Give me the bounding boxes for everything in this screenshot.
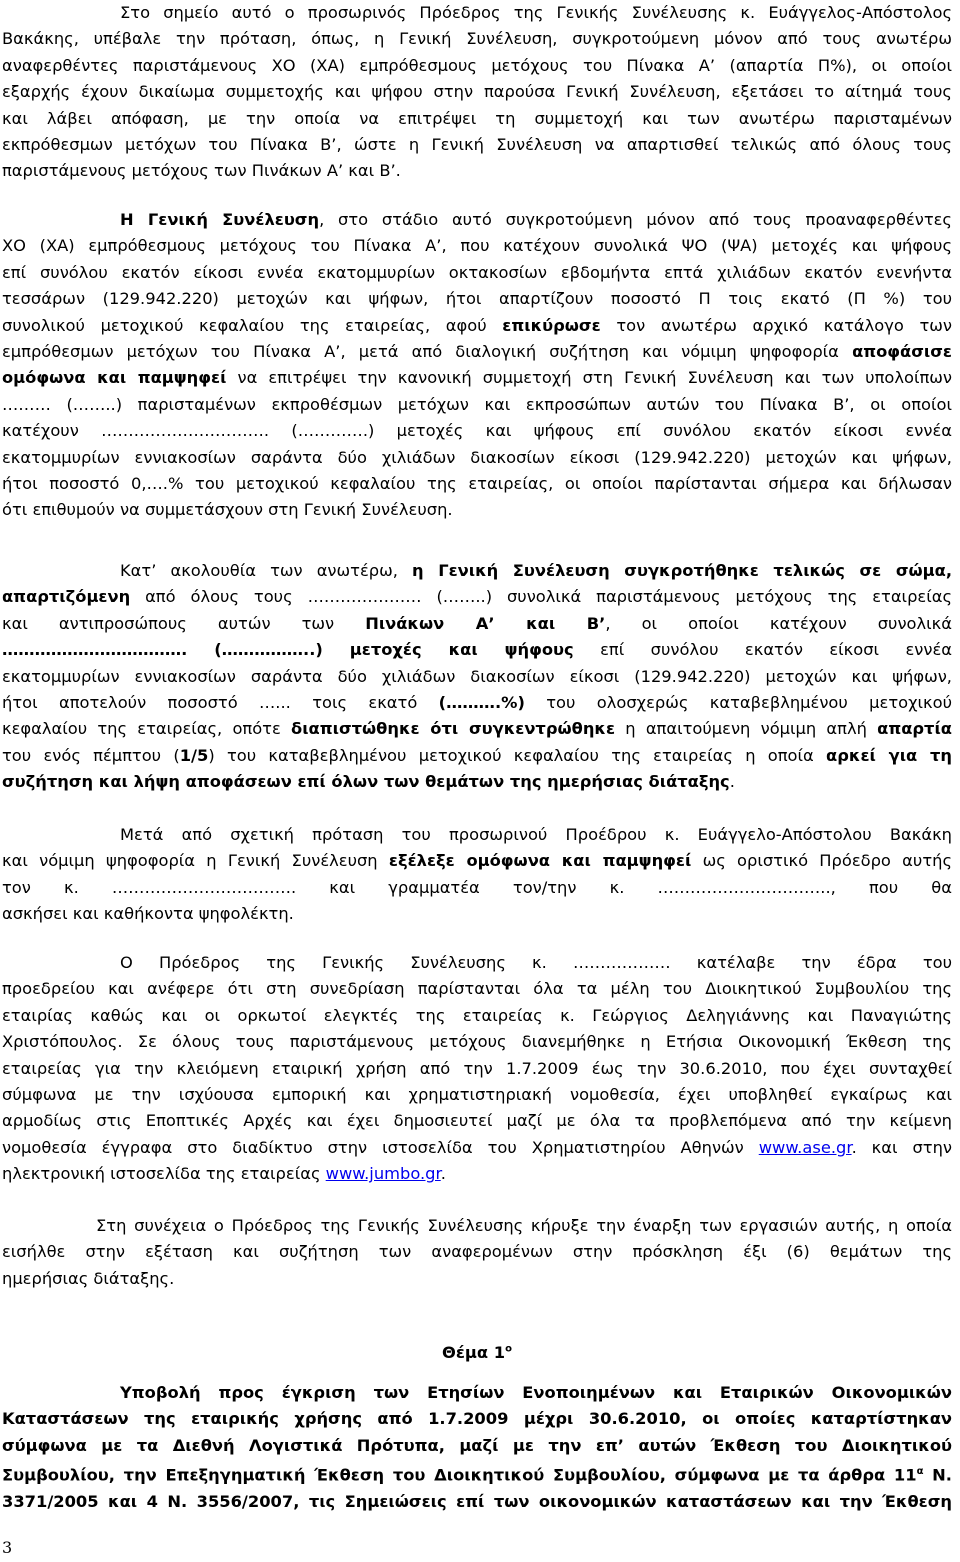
text-line: Υποβολή προς έγκριση των Ετησίων Ενοποιημένων και Εταιρικών Οικονομικών [120,1383,952,1402]
text-run: ηλεκτρονική ιστοσελίδα της εταιρείας [2,1164,326,1184]
text-line: Στη συνέχεια ο Πρόεδρος της Γενικής Συνέλευσης κήρυξε την έναρξη των εργασιών αυτής, η οποία [96,1216,952,1235]
topic-subject [2,1380,952,1515]
text-run: Συμβουλίου, την Επεξηγηματική Έκθεση του Διοικητικού Συμβουλίου, σύμφωνα με τα άρθρα 11 [2,1465,917,1485]
bold-text: Πινάκων Α’ και Β’ [365,613,606,633]
bold-text: επικύρωσε [502,315,601,335]
text-line: Στο σημείο αυτό ο προσωρινός Πρόεδρος της Γενικής Συνέλευσης κ. Ευάγγελος-Απόστολος [120,3,952,22]
text-line: τεσσάρων (129.942.220) μετοχών και ψήφων, ήτοι απαρτίζουν ποσοστό Π τοις εκατό (Π %) του [2,289,952,309]
bold-text: η Γενική Συνέλευση συγκροτήθηκε τελικώς σε σώμα, [412,561,953,580]
text-run: . [440,1164,446,1184]
text-run: Κατ’ ακολουθία των ανωτέρω, [120,561,413,580]
text-line: σύμφωνα με τα Διεθνή Λογιστικά Πρότυπα, μαζί με την επ’ αυτών Έκθεση του Διοικητικού [2,1435,952,1455]
text-line: και λάβει απόφαση, με την οποία να επιτρέψει τη συμμετοχή και των ανωτέρω παρισταμένων [2,108,952,128]
text-line [2,207,952,233]
text-run: από όλους τους ………………… (……..) συνολικά παριστάμενους μετόχους της εταιρείας [130,587,952,607]
text-run: να επιτρέψει την κανονική συμμετοχή στη Γενική Συνέλευση και των υπολοίπων [226,368,952,388]
paragraph-5 [2,950,952,1188]
paragraph-4 [2,822,952,928]
text-line [2,1135,952,1161]
text-line [2,848,952,874]
text-line [2,1459,952,1489]
text-run: τον ανωτέρω αρχικό κατάλογο των [600,315,952,335]
text-line: Μετά από σχετική πρόταση του προσωρινού Προέδρου κ. Ευάγγελο-Απόστολου Βακάκη [120,825,952,844]
text-line [2,558,952,584]
bold-text: αρκεί για τη [826,745,952,765]
bold-text: απαρτία [877,719,952,739]
page-number: 3 [2,1538,13,1557]
text-line [2,690,952,716]
text-line [2,743,952,769]
text-line [2,1161,952,1187]
paragraph-6 [2,1213,952,1292]
topic-heading-superscript: ο [505,1343,512,1355]
text-line: ήτοι ποσοστό 0,….% του μετοχικού κεφαλαίου της εταιρείας, οι οποίοι παρίστανται σήμερα και δήλωσαν [2,474,952,494]
text-line: εκατομμυρίων εννιακοσίων σαράντα δύο χιλιάδων διακοσίων είκοσι (129.942.220) μετοχών και ψήφων, [2,666,952,686]
paragraph-1 [2,0,952,185]
topic-heading [0,1343,954,1362]
bold-text: ομόφωνα και παμψηφεί [2,368,227,388]
text-run: νομοθεσία έγγραφα στο διαδίκτυο στην ιστοσελίδα του Χρηματιστηρίου Αθηνών [2,1137,759,1157]
bold-text: Η Γενική Συνέλευση [120,210,320,229]
text-line [2,637,952,663]
text-run: η απαιτούμενη νόμιμη απλή [615,719,878,739]
text-line: Ο Πρόεδρος της Γενικής Συνέλευσης κ. ……………… κατέλαβε την έδρα του [120,953,952,972]
text-line [2,769,952,795]
bold-text: 1/5 [179,745,209,765]
text-line: Καταστάσεων της εταιρικής χρήσης από 1.7.2009 μέχρι 30.6.2010, οι οποίες καταρτίστηκαν [2,1409,952,1429]
text-line: ……… (……..) παρισταμένων εκπροθέσμων μετόχων και εκπροσώπων αυτών του Πίνακα Β’, οι οποίοι [2,394,952,414]
text-line: Βακάκης, υπέβαλε την πρόταση, όπως, η Γενική Συνέλευση, συγκροτούμενη μόνον από τους ανωτέρω [2,29,952,49]
text-line: σύμφωνα με την ισχύουσα εμπορική και χρηματιστηριακή νομοθεσία, έχει υποβληθεί εγκαίρως και [2,1085,952,1105]
text-line: αναφερθέντες παριστάμενους ΧΟ (ΧΑ) εμπρόθεσμους μετόχους του Πίνακα Α’ (απαρτία Π%), οι οποίοι [2,55,952,75]
text-line: Χριστόπουλος. Σε όλους τους παριστάμενους μετόχους διανεμήθηκε η Ετήσια Οικονομική Έκθεση της [2,1032,952,1052]
text-run: . [729,772,735,792]
text-run: ως οριστικό Πρόεδρο αυτής [691,851,952,871]
text-line [2,716,952,742]
text-run: του ολοσχερώς καταβεβλημένου μετοχικού [524,693,952,713]
text-line: 3371/2005 και 4 Ν. 3556/2007, τις Σημειώσεις επί των οικονομικών καταστάσεων και την Έκθεση [2,1492,952,1512]
text-line: εξαρχής έχουν δικαίωμα συμμετοχής και ψήφου στην παρούσα Γενική Συνέλευση, εξετάσει το αίτημά τους [2,82,952,102]
text-line: αρμοδίως στις Εποπτικές Αρχές και έχει δημοσιευτεί μαζί με όλα τα προβλεπόμενα από την κείμενη [2,1111,952,1131]
text-line: εκπρόθεσμων μετόχων του Πίνακα Β’, ώστε η Γενική Συνέλευση να απαρτισθεί τελικώς από όλους τους [2,135,952,155]
topic-heading-text: Θέμα 1 [442,1343,506,1362]
paragraph-3 [2,558,952,796]
text-line [2,365,952,391]
bold-text: ……………………………. (……………..) μετοχές και ψήφους [2,640,574,660]
ase-website-link[interactable]: www.ase.gr [758,1137,852,1157]
bold-text: εξέλεξε ομόφωνα και παμψηφεί [388,851,692,871]
text-line [2,584,952,610]
text-run: και αντιπροσώπους αυτών των [2,613,366,633]
text-line: εταιρείας για την κλειόμενη εταιρική χρήση από την 1.7.2009 έως την 30.6.2010, που έχει συνταχθεί [2,1058,952,1078]
text-run: ήτοι αποτελούν ποσοστό …... τοις εκατό [2,693,439,713]
text-line: παριστάμενους μετόχους των Πινάκων Α’ και Β’. [2,161,401,181]
text-run: και νόμιμη ψηφοφορία η Γενική Συνέλευση [2,851,389,871]
text-run: εμπρόθεσμων μετόχων του Πίνακα Α’, μετά από διαλογική συζήτηση και νόμιμη ψηφοφορία [2,342,853,362]
text-line: εισήλθε στην εξέταση και συζήτηση των αναφερομένων στην πρόσκληση έξι (6) θεμάτων της [2,1242,952,1262]
text-run: . και στην [851,1137,952,1157]
jumbo-website-link[interactable]: www.jumbo.gr [325,1164,441,1184]
text-line: κατέχουν …………………………. (………….) μετοχές και ψήφους επί συνόλου εκατόν είκοσι εννέα [2,421,952,441]
text-line: ασκήσει και καθήκοντα ψηφολέκτη. [2,904,294,924]
text-line [2,313,952,339]
text-line: τον κ. ……………………………. και γραμματέα τον/την κ. ………………………….., που θα [2,877,952,897]
text-run: Ν. [923,1465,952,1485]
bold-text: (……….%) [438,693,525,713]
text-run: κεφαλαίου της εταιρείας, οπότε [2,719,292,739]
text-line: εκατομμυρίων εννιακοσίων σαράντα δύο χιλιάδων διακοσίων είκοσι (129.942.220) μετοχών και ψήφων, [2,447,952,467]
superscript: α [916,1466,924,1478]
text-run: συνολικού μετοχικού κεφαλαίου της εταιρείας, αφού [2,315,503,335]
bold-text: απαρτιζόμενη [2,587,131,607]
text-line: ημερήσιας διάταξης. [2,1268,175,1288]
text-line [2,339,952,365]
paragraph-2 [2,207,952,524]
bold-text: αποφάσισε [852,342,952,362]
text-run: , στο στάδιο αυτό συγκροτούμενη μόνον από τους προαναφερθέντες [319,210,952,229]
bold-text: διαπιστώθηκε ότι συγκεντρώθηκε [291,719,616,739]
text-line: ΧΟ (ΧΑ) εμπρόθεσμους μετόχους του Πίνακα Α’, που κατέχουν συνολικά ΨΟ (ΨΑ) μετοχές και ψήφους [2,236,952,256]
text-run: επί συνόλου εκατόν είκοσι εννέα [573,640,953,660]
text-run: του ενός πέμπτου ( [2,745,180,765]
text-run: ) του καταβεβλημένου μετοχικού κεφαλαίου της εταιρείας η οποία [208,745,827,765]
bold-text: συζήτηση και λήψη αποφάσεων επί όλων των θεμάτων της ημερήσιας διάταξης [2,772,730,792]
text-line: επί συνόλου εκατόν είκοσι εννέα εκατομμυρίων οκτακοσίων εβδομήντα επτά χιλιάδων εκατόν ενενήντα [2,262,952,282]
text-line: προεδρείου και ανέφερε ότι στη συνεδρίαση παρίστανται όλα τα μέλη του Διοικητικού Συμβουλίου της [2,979,952,999]
text-line [2,611,952,637]
text-line: ότι επιθυμούν να συμμετάσχουν στη Γενική Συνέλευση. [2,500,453,520]
text-run: , οι οποίοι κατέχουν συνολικά [605,613,952,633]
text-line: εταιρίας καθώς και οι ορκωτοί ελεγκτές της εταιρείας κ. Γεώργιος Δεληγιάννης και Παναγιώτης [2,1005,952,1025]
